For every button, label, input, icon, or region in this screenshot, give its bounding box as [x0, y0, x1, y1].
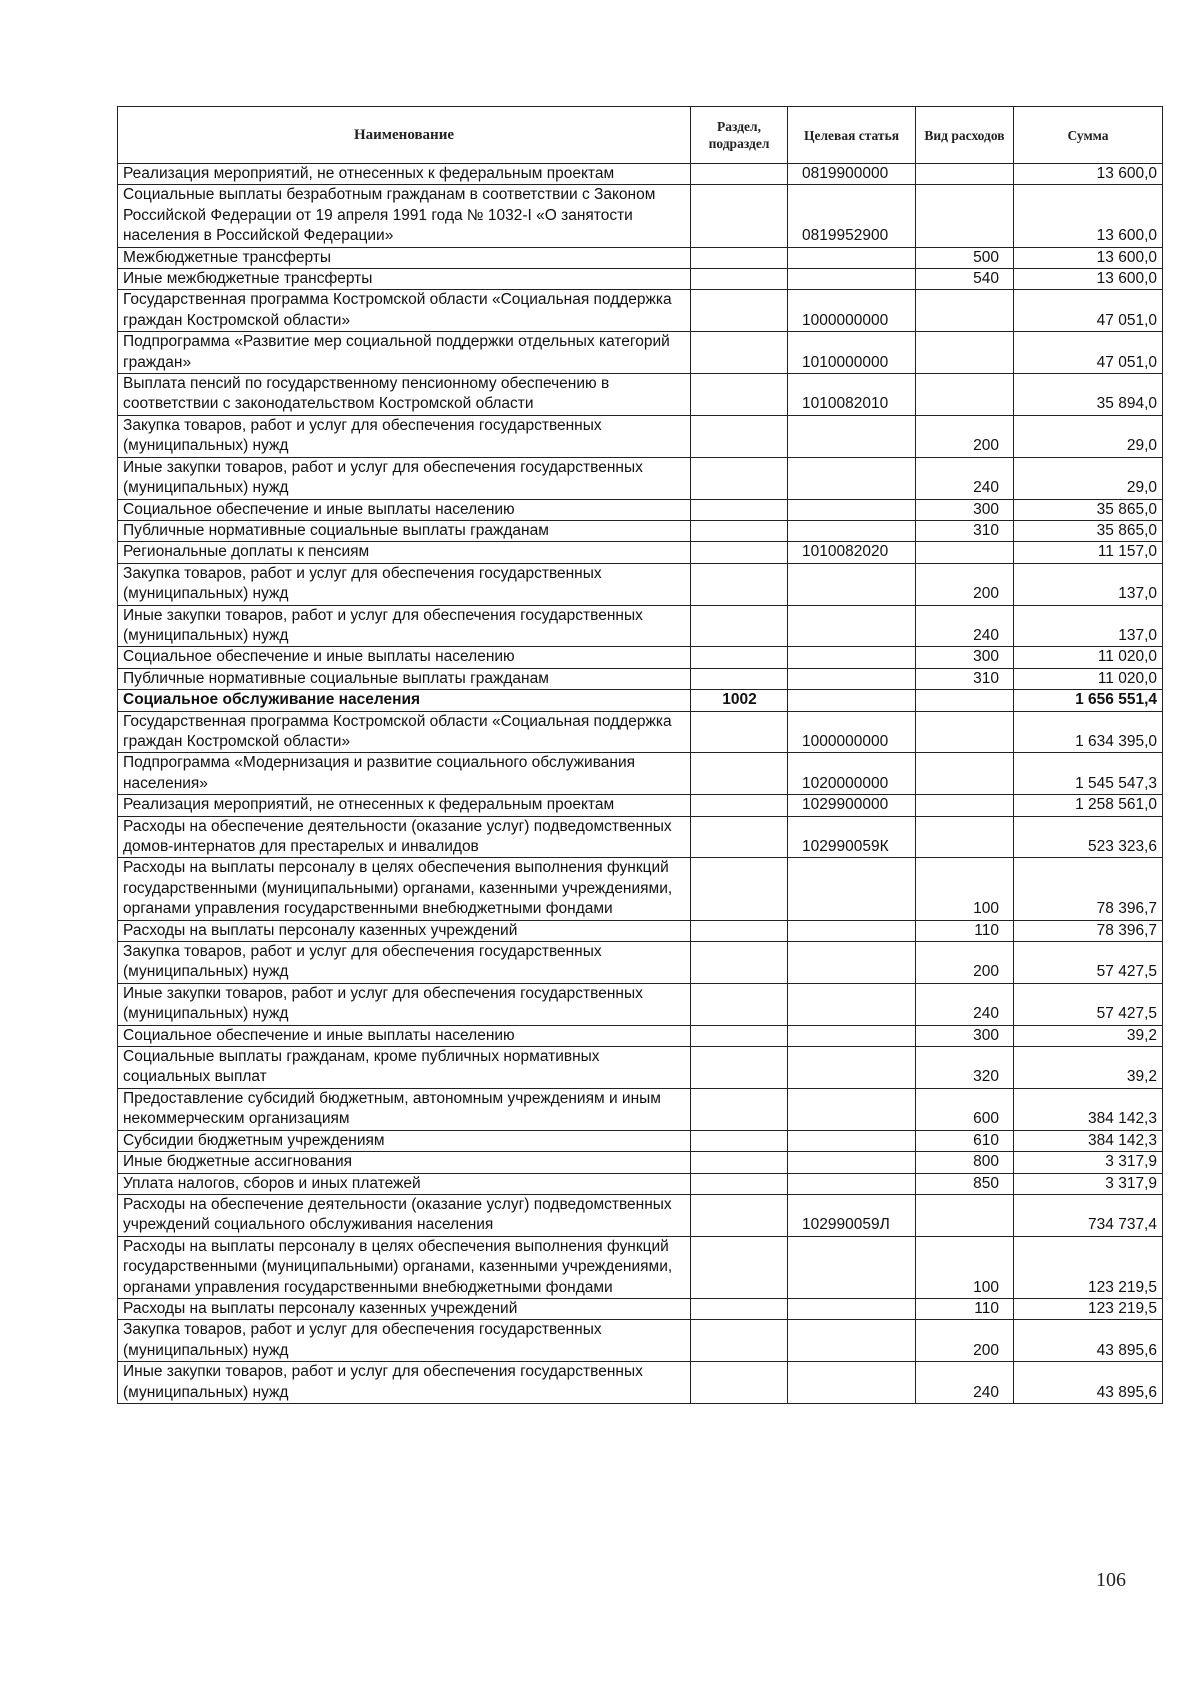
- cell-vid-raskhodov: 240: [916, 457, 1014, 499]
- cell-summa: 1 656 551,4: [1014, 690, 1163, 711]
- cell-name: Иные закупки товаров, работ и услуг для обеспечения государственных (муниципальных) нужд: [118, 1362, 691, 1404]
- cell-vid-raskhodov: 300: [916, 1025, 1014, 1046]
- cell-razdel: [691, 1362, 788, 1404]
- table-row: [118, 753, 1163, 795]
- cell-name: Расходы на выплаты персоналу казенных учреждений: [118, 1298, 691, 1319]
- cell-celevaya-statya: [788, 520, 916, 541]
- cell-vid-raskhodov: 310: [916, 668, 1014, 689]
- cell-vid-raskhodov: 320: [916, 1047, 1014, 1089]
- cell-razdel: [691, 605, 788, 647]
- cell-name: Социальное обеспечение и иные выплаты населению: [118, 647, 691, 668]
- cell-summa: 78 396,7: [1014, 858, 1163, 920]
- cell-vid-raskhodov: 100: [916, 858, 1014, 920]
- cell-vid-raskhodov: 200: [916, 1320, 1014, 1362]
- cell-name: Публичные нормативные социальные выплаты гражданам: [118, 668, 691, 689]
- cell-razdel: [691, 1298, 788, 1319]
- cell-celevaya-statya: 1010082010: [788, 374, 916, 416]
- cell-name: Закупка товаров, работ и услуг для обеспечения государственных (муниципальных) нужд: [118, 942, 691, 984]
- cell-name: Социальное обслуживание населения: [118, 690, 691, 711]
- cell-razdel: 1002: [691, 690, 788, 711]
- cell-vid-raskhodov: [916, 816, 1014, 858]
- cell-celevaya-statya: [788, 920, 916, 941]
- cell-summa: 523 323,6: [1014, 816, 1163, 858]
- cell-name: Иные закупки товаров, работ и услуг для обеспечения государственных (муниципальных) нужд: [118, 605, 691, 647]
- cell-name: Закупка товаров, работ и услуг для обеспечения государственных (муниципальных) нужд: [118, 563, 691, 605]
- cell-summa: 384 142,3: [1014, 1088, 1163, 1130]
- cell-celevaya-statya: 102990059Л: [788, 1194, 916, 1236]
- cell-vid-raskhodov: 610: [916, 1130, 1014, 1151]
- cell-celevaya-statya: 102990059К: [788, 816, 916, 858]
- cell-name: Социальное обеспечение и иные выплаты населению: [118, 499, 691, 520]
- table-row: [118, 647, 1163, 668]
- cell-name: Реализация мероприятий, не отнесенных к федеральным проектам: [118, 795, 691, 816]
- cell-vid-raskhodov: 200: [916, 415, 1014, 457]
- cell-name: Расходы на выплаты персоналу в целях обеспечения выполнения функций государственными (муниципальными) органами, казенными учреждениями, органами управления государственными внебюджетными фондами: [118, 1236, 691, 1298]
- cell-razdel: [691, 269, 788, 290]
- table-row: [118, 290, 1163, 332]
- cell-name: Предоставление субсидий бюджетным, автономным учреждениям и иным некоммерческим организациям: [118, 1088, 691, 1130]
- cell-celevaya-statya: [788, 690, 916, 711]
- cell-name: Выплата пенсий по государственному пенсионному обеспечению в соответствии с законодательством Костромской области: [118, 374, 691, 416]
- cell-vid-raskhodov: 850: [916, 1173, 1014, 1194]
- cell-razdel: [691, 290, 788, 332]
- cell-celevaya-statya: 1029900000: [788, 795, 916, 816]
- cell-razdel: [691, 332, 788, 374]
- cell-summa: 13 600,0: [1014, 269, 1163, 290]
- cell-summa: 137,0: [1014, 605, 1163, 647]
- cell-name: Субсидии бюджетным учреждениям: [118, 1130, 691, 1151]
- cell-name: Реализация мероприятий, не отнесенных к федеральным проектам: [118, 164, 691, 185]
- cell-razdel: [691, 920, 788, 941]
- cell-razdel: [691, 1173, 788, 1194]
- table-row: [118, 499, 1163, 520]
- cell-summa: 29,0: [1014, 415, 1163, 457]
- cell-name: Расходы на обеспечение деятельности (оказание услуг) подведомственных домов-интернатов для престарелых и инвалидов: [118, 816, 691, 858]
- cell-celevaya-statya: [788, 1173, 916, 1194]
- cell-name: Расходы на обеспечение деятельности (оказание услуг) подведомственных учреждений социального обслуживания населения: [118, 1194, 691, 1236]
- table-row: [118, 1194, 1163, 1236]
- cell-summa: 35 894,0: [1014, 374, 1163, 416]
- cell-celevaya-statya: [788, 1130, 916, 1151]
- cell-vid-raskhodov: 310: [916, 520, 1014, 541]
- cell-celevaya-statya: 1000000000: [788, 711, 916, 753]
- cell-name: Иные закупки товаров, работ и услуг для обеспечения государственных (муниципальных) нужд: [118, 457, 691, 499]
- cell-vid-raskhodov: 200: [916, 563, 1014, 605]
- table-row: [118, 668, 1163, 689]
- cell-summa: 3 317,9: [1014, 1173, 1163, 1194]
- cell-summa: 11 157,0: [1014, 542, 1163, 563]
- cell-vid-raskhodov: [916, 690, 1014, 711]
- table-row: [118, 520, 1163, 541]
- table-header: [118, 107, 1163, 164]
- cell-summa: 57 427,5: [1014, 942, 1163, 984]
- table-row: [118, 185, 1163, 247]
- cell-summa: 11 020,0: [1014, 647, 1163, 668]
- cell-vid-raskhodov: [916, 1194, 1014, 1236]
- cell-razdel: [691, 1047, 788, 1089]
- cell-name: Подпрограмма «Развитие мер социальной поддержки отдельных категорий граждан»: [118, 332, 691, 374]
- cell-celevaya-statya: [788, 1362, 916, 1404]
- table-row: [118, 1025, 1163, 1046]
- table-row: [118, 858, 1163, 920]
- table-row: [118, 1152, 1163, 1173]
- cell-celevaya-statya: [788, 942, 916, 984]
- cell-name: Государственная программа Костромской области «Социальная поддержка граждан Костромской области»: [118, 290, 691, 332]
- cell-vid-raskhodov: 300: [916, 499, 1014, 520]
- cell-razdel: [691, 1130, 788, 1151]
- cell-name: Межбюджетные трансферты: [118, 247, 691, 268]
- table-row: [118, 269, 1163, 290]
- cell-celevaya-statya: [788, 1236, 916, 1298]
- cell-vid-raskhodov: 500: [916, 247, 1014, 268]
- table-row: [118, 332, 1163, 374]
- cell-celevaya-statya: [788, 415, 916, 457]
- table-row: [118, 164, 1163, 185]
- cell-razdel: [691, 795, 788, 816]
- cell-summa: 43 895,6: [1014, 1362, 1163, 1404]
- cell-celevaya-statya: 1010082020: [788, 542, 916, 563]
- cell-summa: 29,0: [1014, 457, 1163, 499]
- cell-celevaya-statya: 0819900000: [788, 164, 916, 185]
- cell-summa: 137,0: [1014, 563, 1163, 605]
- cell-summa: 1 258 561,0: [1014, 795, 1163, 816]
- table-row: [118, 1047, 1163, 1089]
- column-header-celevaya-statya: Целевая статья: [788, 107, 916, 164]
- cell-vid-raskhodov: 800: [916, 1152, 1014, 1173]
- cell-name: Социальное обеспечение и иные выплаты населению: [118, 1025, 691, 1046]
- cell-celevaya-statya: [788, 1047, 916, 1089]
- cell-summa: 47 051,0: [1014, 332, 1163, 374]
- cell-summa: 47 051,0: [1014, 290, 1163, 332]
- cell-razdel: [691, 858, 788, 920]
- table-row: [118, 942, 1163, 984]
- cell-summa: 13 600,0: [1014, 164, 1163, 185]
- cell-name: Иные закупки товаров, работ и услуг для обеспечения государственных (муниципальных) нужд: [118, 983, 691, 1025]
- cell-razdel: [691, 164, 788, 185]
- table-body: [118, 164, 1163, 1404]
- cell-razdel: [691, 1236, 788, 1298]
- cell-name: Государственная программа Костромской области «Социальная поддержка граждан Костромской области»: [118, 711, 691, 753]
- table-row: [118, 1362, 1163, 1404]
- cell-name: Расходы на выплаты персоналу казенных учреждений: [118, 920, 691, 941]
- cell-celevaya-statya: [788, 668, 916, 689]
- cell-vid-raskhodov: 240: [916, 1362, 1014, 1404]
- cell-razdel: [691, 1152, 788, 1173]
- cell-razdel: [691, 499, 788, 520]
- cell-name: Закупка товаров, работ и услуг для обеспечения государственных (муниципальных) нужд: [118, 415, 691, 457]
- cell-name: Закупка товаров, работ и услуг для обеспечения государственных (муниципальных) нужд: [118, 1320, 691, 1362]
- cell-vid-raskhodov: [916, 185, 1014, 247]
- cell-name: Иные межбюджетные трансферты: [118, 269, 691, 290]
- table-row: [118, 415, 1163, 457]
- table-row: [118, 457, 1163, 499]
- cell-vid-raskhodov: [916, 753, 1014, 795]
- cell-name: Уплата налогов, сборов и иных платежей: [118, 1173, 691, 1194]
- table-row: [118, 816, 1163, 858]
- table-row: [118, 1173, 1163, 1194]
- cell-celevaya-statya: [788, 1152, 916, 1173]
- table-row: [118, 795, 1163, 816]
- cell-celevaya-statya: 0819952900: [788, 185, 916, 247]
- cell-vid-raskhodov: 100: [916, 1236, 1014, 1298]
- column-header-summa: Сумма: [1014, 107, 1163, 164]
- cell-summa: 1 545 547,3: [1014, 753, 1163, 795]
- cell-vid-raskhodov: 110: [916, 1298, 1014, 1319]
- cell-razdel: [691, 647, 788, 668]
- cell-razdel: [691, 185, 788, 247]
- table-row: [118, 374, 1163, 416]
- page-number: 106: [1096, 1569, 1126, 1591]
- cell-razdel: [691, 247, 788, 268]
- table-header-row: [118, 107, 1163, 164]
- cell-vid-raskhodov: 300: [916, 647, 1014, 668]
- cell-summa: 384 142,3: [1014, 1130, 1163, 1151]
- table-row: [118, 1130, 1163, 1151]
- cell-razdel: [691, 753, 788, 795]
- cell-name: Подпрограмма «Модернизация и развитие социального обслуживания населения»: [118, 753, 691, 795]
- cell-vid-raskhodov: 540: [916, 269, 1014, 290]
- cell-name: Расходы на выплаты персоналу в целях обеспечения выполнения функций государственными (муниципальными) органами, казенными учреждениями, органами управления государственными внебюджетными фондами: [118, 858, 691, 920]
- cell-razdel: [691, 563, 788, 605]
- cell-name: Социальные выплаты безработным гражданам в соответствии с Законом Российской Федерации от 19 апреля 1991 года № 1032-I «О занятости населения в Российской Федерации»: [118, 185, 691, 247]
- cell-razdel: [691, 374, 788, 416]
- cell-vid-raskhodov: 600: [916, 1088, 1014, 1130]
- cell-celevaya-statya: [788, 269, 916, 290]
- table-row: [118, 247, 1163, 268]
- cell-summa: 123 219,5: [1014, 1298, 1163, 1319]
- cell-summa: 78 396,7: [1014, 920, 1163, 941]
- column-header-razdel: Раздел, подраздел: [691, 107, 788, 164]
- cell-razdel: [691, 415, 788, 457]
- cell-vid-raskhodov: [916, 795, 1014, 816]
- cell-razdel: [691, 1194, 788, 1236]
- cell-vid-raskhodov: 200: [916, 942, 1014, 984]
- cell-summa: 57 427,5: [1014, 983, 1163, 1025]
- cell-summa: 3 317,9: [1014, 1152, 1163, 1173]
- cell-vid-raskhodov: 110: [916, 920, 1014, 941]
- cell-razdel: [691, 942, 788, 984]
- table-row: [118, 690, 1163, 711]
- cell-vid-raskhodov: [916, 164, 1014, 185]
- cell-razdel: [691, 1320, 788, 1362]
- cell-summa: 39,2: [1014, 1025, 1163, 1046]
- cell-razdel: [691, 711, 788, 753]
- cell-celevaya-statya: 1010000000: [788, 332, 916, 374]
- cell-summa: 734 737,4: [1014, 1194, 1163, 1236]
- cell-vid-raskhodov: [916, 542, 1014, 563]
- cell-vid-raskhodov: [916, 711, 1014, 753]
- cell-summa: 13 600,0: [1014, 185, 1163, 247]
- cell-name: Публичные нормативные социальные выплаты гражданам: [118, 520, 691, 541]
- cell-summa: 11 020,0: [1014, 668, 1163, 689]
- cell-celevaya-statya: [788, 983, 916, 1025]
- cell-summa: 35 865,0: [1014, 499, 1163, 520]
- cell-celevaya-statya: [788, 563, 916, 605]
- cell-celevaya-statya: [788, 1298, 916, 1319]
- cell-celevaya-statya: [788, 1025, 916, 1046]
- table-row: [118, 1236, 1163, 1298]
- cell-celevaya-statya: [788, 457, 916, 499]
- cell-name: Региональные доплаты к пенсиям: [118, 542, 691, 563]
- cell-celevaya-statya: [788, 858, 916, 920]
- cell-name: Социальные выплаты гражданам, кроме публичных нормативных социальных выплат: [118, 1047, 691, 1089]
- cell-razdel: [691, 1088, 788, 1130]
- cell-celevaya-statya: [788, 247, 916, 268]
- table-row: [118, 1298, 1163, 1319]
- cell-celevaya-statya: [788, 605, 916, 647]
- cell-razdel: [691, 1025, 788, 1046]
- cell-vid-raskhodov: 240: [916, 605, 1014, 647]
- cell-summa: 35 865,0: [1014, 520, 1163, 541]
- cell-celevaya-statya: [788, 499, 916, 520]
- cell-vid-raskhodov: [916, 374, 1014, 416]
- table-row: [118, 983, 1163, 1025]
- cell-razdel: [691, 457, 788, 499]
- cell-razdel: [691, 983, 788, 1025]
- table-row: [118, 920, 1163, 941]
- cell-vid-raskhodov: 240: [916, 983, 1014, 1025]
- cell-summa: 39,2: [1014, 1047, 1163, 1089]
- cell-celevaya-statya: [788, 1088, 916, 1130]
- cell-summa: 123 219,5: [1014, 1236, 1163, 1298]
- column-header-vid-raskhodov: Вид расходов: [916, 107, 1014, 164]
- cell-summa: 13 600,0: [1014, 247, 1163, 268]
- table-row: [118, 563, 1163, 605]
- cell-vid-raskhodov: [916, 332, 1014, 374]
- cell-summa: 43 895,6: [1014, 1320, 1163, 1362]
- cell-razdel: [691, 520, 788, 541]
- budget-table: [117, 106, 1163, 1404]
- cell-celevaya-statya: 1000000000: [788, 290, 916, 332]
- table-row: [118, 1088, 1163, 1130]
- cell-vid-raskhodov: [916, 290, 1014, 332]
- column-header-name: Наименование: [118, 107, 691, 164]
- cell-razdel: [691, 816, 788, 858]
- table-row: [118, 1320, 1163, 1362]
- cell-celevaya-statya: 1020000000: [788, 753, 916, 795]
- cell-celevaya-statya: [788, 647, 916, 668]
- cell-name: Иные бюджетные ассигнования: [118, 1152, 691, 1173]
- table-row: [118, 542, 1163, 563]
- table-row: [118, 711, 1163, 753]
- cell-razdel: [691, 668, 788, 689]
- cell-celevaya-statya: [788, 1320, 916, 1362]
- cell-razdel: [691, 542, 788, 563]
- table-row: [118, 605, 1163, 647]
- cell-summa: 1 634 395,0: [1014, 711, 1163, 753]
